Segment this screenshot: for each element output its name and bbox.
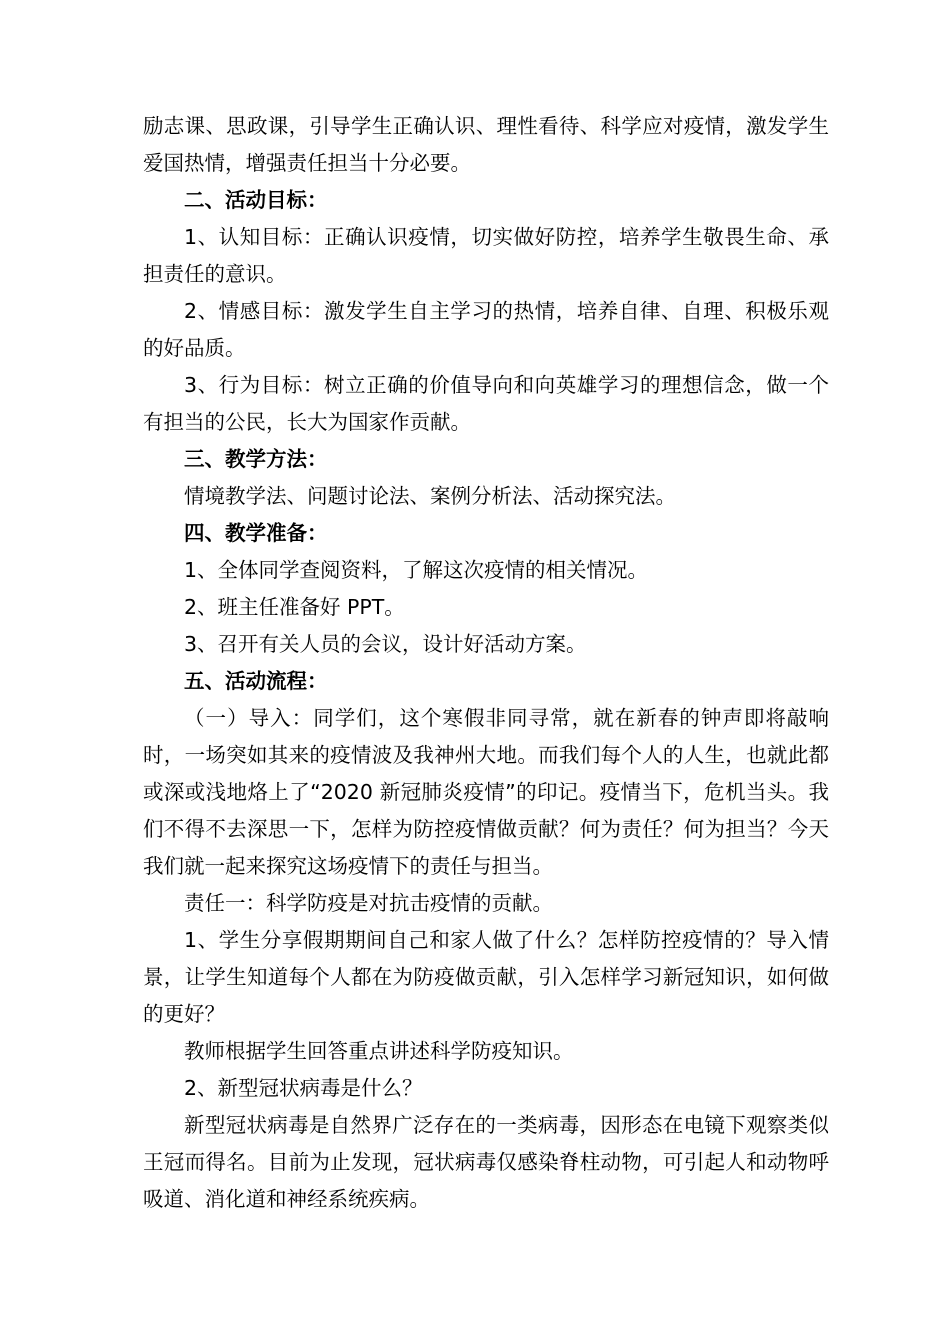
document-body <box>143 108 829 1218</box>
paragraph-intro-continued: 励志课、思政课，引导学生正确认识、理性看待、科学应对疫情，激发学生爱国热情，增强责任担当十分必要。 <box>143 114 829 175</box>
paragraph-emotional-goal: 2、情感目标：激发学生自主学习的热情，培养自律、自理、积极乐观的好品质。 <box>143 299 829 360</box>
paragraph-responsibility-one: 责任一：科学防疫是对抗击疫情的贡献。 <box>184 891 553 915</box>
section-heading-activity-flow: 五、活动流程： <box>184 669 328 693</box>
paragraph-student-share: 1、学生分享假期期间自己和家人做了什么？怎样防控疫情的？导入情景，让学生知道每个人都在为防疫做贡献，引入怎样学习新冠知识，如何做的更好？ <box>143 928 829 1026</box>
paragraph-teaching-methods: 情境教学法、问题讨论法、案例分析法、活动探究法。 <box>184 484 676 508</box>
section-heading-teaching-prep: 四、教学准备： <box>184 521 328 545</box>
paragraph-prep-2: 2、班主任准备好 PPT。 <box>184 595 405 619</box>
paragraph-prep-1: 1、全体同学查阅资料，了解这次疫情的相关情况。 <box>184 558 649 582</box>
section-heading-activity-goals: 二、活动目标： <box>184 188 328 212</box>
paragraph-virus-description: 新型冠状病毒是自然界广泛存在的一类病毒，因形态在电镜下观察类似王冠而得名。目前为止发现，冠状病毒仅感染脊柱动物，可引起人和动物呼吸道、消化道和神经系统疾病。 <box>143 1113 829 1211</box>
paragraph-prep-3: 3、召开有关人员的会议，设计好活动方案。 <box>184 632 587 656</box>
paragraph-teacher-explain: 教师根据学生回答重点讲述科学防疫知识。 <box>184 1039 574 1063</box>
paragraph-cognitive-goal: 1、认知目标：正确认识疫情，切实做好防控，培养学生敬畏生命、承担责任的意识。 <box>143 225 829 286</box>
paragraph-question-virus: 2、新型冠状病毒是什么？ <box>184 1076 423 1100</box>
paragraph-introduction: （一）导入：同学们，这个寒假非同寻常，就在新春的钟声即将敲响时，一场突如其来的疫情波及我神州大地。而我们每个人的人生，也就此都或深或浅地烙上了“2020 新冠肺炎疫情”的印记。疫情当下，危机当头。我们不得不去深思一下，怎样为防控疫情做贡献？何为责任？何为担当？今天我们就一起来探究这场疫情下的责任与担当。 <box>143 706 829 878</box>
paragraph-behavior-goal: 3、行为目标：树立正确的价值导向和向英雄学习的理想信念，做一个有担当的公民，长大为国家作贡献。 <box>143 373 829 434</box>
section-heading-teaching-methods: 三、教学方法： <box>184 447 328 471</box>
